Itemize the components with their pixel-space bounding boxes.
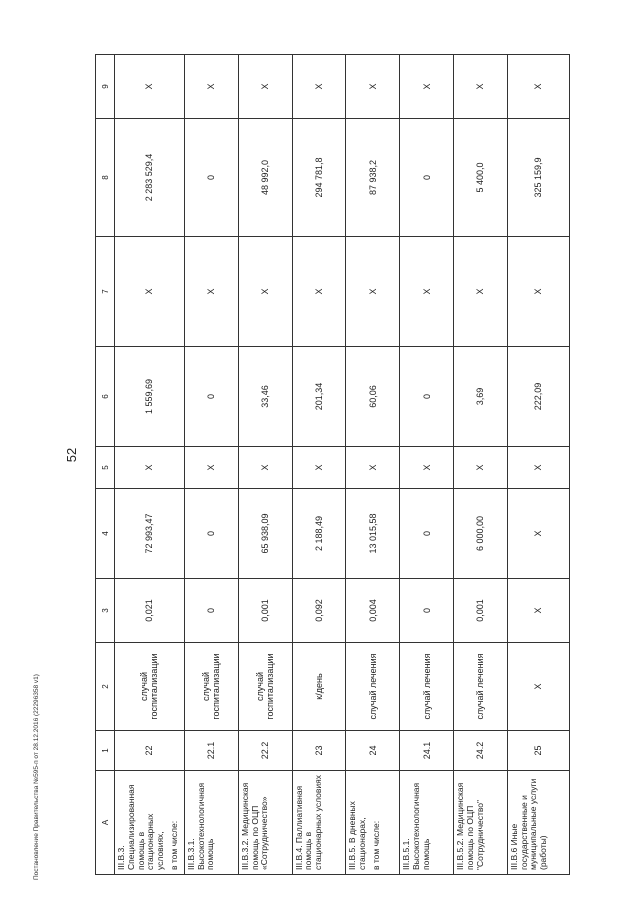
header-row <box>96 55 115 875</box>
cell-col7: Х <box>507 237 569 347</box>
cell-col5: Х <box>115 447 185 489</box>
cell-col9: Х <box>400 55 454 119</box>
document-footer: Постановление Правительства №595-п от 28.12.2016 (22296358 v1) <box>33 674 40 880</box>
table-row <box>454 55 508 875</box>
header-cell-6: 6 <box>96 347 115 447</box>
cell-row-number: 22 <box>115 731 185 771</box>
cell-volume: Х <box>507 579 569 643</box>
cell-col7: Х <box>115 237 185 347</box>
cell-row-number: 24 <box>346 731 400 771</box>
cell-cost: 72 993,47 <box>115 489 185 579</box>
row-label: III.В.3. Специализированная помощь в стационарных условиях, в том числе: <box>115 771 185 875</box>
cell-col5: Х <box>454 447 508 489</box>
row-label: III.В.5.1. Высокотехнологичная помощь <box>400 771 454 875</box>
cell-volume: 0,021 <box>115 579 185 643</box>
cell-col5: Х <box>400 447 454 489</box>
cell-unit: случай госпитализации <box>184 643 238 731</box>
cell-cost: 13 015,58 <box>346 489 400 579</box>
cell-col5: Х <box>292 447 346 489</box>
cell-col7: Х <box>238 237 292 347</box>
cell-unit: случай лечения <box>454 643 508 731</box>
cell-unit: случай госпитализации <box>238 643 292 731</box>
header-cell-3: 3 <box>96 579 115 643</box>
row-label: III.В.5.2. Медицинская помощь по ОЦП "Сотрудничество" <box>454 771 508 875</box>
header-cell-9: 9 <box>96 55 115 119</box>
rotated-table-wrapper <box>95 55 570 875</box>
cell-unit: Х <box>507 643 569 731</box>
cell-volume: 0 <box>184 579 238 643</box>
cell-cost: 2 188,49 <box>292 489 346 579</box>
cell-col8: 325 159,9 <box>507 119 569 237</box>
header-cell-4: 4 <box>96 489 115 579</box>
cell-col8: 5 400,0 <box>454 119 508 237</box>
cell-col7: Х <box>346 237 400 347</box>
cell-col8: 48 992,0 <box>238 119 292 237</box>
cell-row-number: 22.1 <box>184 731 238 771</box>
cell-col9: Х <box>346 55 400 119</box>
cell-unit: случай лечения <box>346 643 400 731</box>
cell-col9: Х <box>115 55 185 119</box>
cell-col5: Х <box>184 447 238 489</box>
cell-col8: 0 <box>400 119 454 237</box>
header-cell-5: 5 <box>96 447 115 489</box>
page-number: 52 <box>64 447 79 463</box>
cell-col6: 201,34 <box>292 347 346 447</box>
cell-volume: 0,001 <box>454 579 508 643</box>
cell-cost: 0 <box>184 489 238 579</box>
cell-volume: 0,092 <box>292 579 346 643</box>
cell-col9: Х <box>292 55 346 119</box>
table-row <box>400 55 454 875</box>
cell-col6: 0 <box>184 347 238 447</box>
cell-col8: 0 <box>184 119 238 237</box>
cell-row-number: 24.1 <box>400 731 454 771</box>
cell-col5: Х <box>238 447 292 489</box>
cell-col6: 1 559,69 <box>115 347 185 447</box>
cell-cost: 65 938,09 <box>238 489 292 579</box>
cell-volume: 0,001 <box>238 579 292 643</box>
cell-col7: Х <box>454 237 508 347</box>
table-row <box>346 55 400 875</box>
table-row <box>292 55 346 875</box>
cell-col7: Х <box>400 237 454 347</box>
cell-col6: 33,46 <box>238 347 292 447</box>
cell-row-number: 23 <box>292 731 346 771</box>
table-row <box>184 55 238 875</box>
financing-table <box>95 54 570 875</box>
cell-row-number: 22.2 <box>238 731 292 771</box>
cell-col6: 3,69 <box>454 347 508 447</box>
header-cell-1: 1 <box>96 731 115 771</box>
cell-cost: 6 000,00 <box>454 489 508 579</box>
cell-col7: Х <box>184 237 238 347</box>
table-row <box>115 55 185 875</box>
cell-row-number: 25 <box>507 731 569 771</box>
cell-col9: Х <box>184 55 238 119</box>
header-cell-a: А <box>96 771 115 875</box>
cell-volume: 0 <box>400 579 454 643</box>
cell-col5: Х <box>507 447 569 489</box>
cell-col8: 2 283 529,4 <box>115 119 185 237</box>
header-cell-2: 2 <box>96 643 115 731</box>
row-label: III.В.3.1. Высокотехнологичная помощь <box>184 771 238 875</box>
cell-cost: Х <box>507 489 569 579</box>
cell-col9: Х <box>454 55 508 119</box>
cell-col8: 87 938,2 <box>346 119 400 237</box>
cell-col6: 222,09 <box>507 347 569 447</box>
row-label: III.В.4. Паллиативная помощь в стационарных условиях <box>292 771 346 875</box>
header-cell-7: 7 <box>96 237 115 347</box>
cell-col9: Х <box>507 55 569 119</box>
row-label: III.В.6 Иные государственные и муниципальные услуги (работы) <box>507 771 569 875</box>
cell-col5: Х <box>346 447 400 489</box>
row-label: III.В.3.2. Медицинская помощь по ОЦП «Сотрудничество» <box>238 771 292 875</box>
cell-cost: 0 <box>400 489 454 579</box>
table-row <box>507 55 569 875</box>
cell-volume: 0,004 <box>346 579 400 643</box>
cell-col6: 0 <box>400 347 454 447</box>
cell-col7: Х <box>292 237 346 347</box>
cell-unit: к/день <box>292 643 346 731</box>
cell-col8: 294 781,8 <box>292 119 346 237</box>
cell-row-number: 24.2 <box>454 731 508 771</box>
cell-unit: случай госпитализации <box>115 643 185 731</box>
cell-unit: случай лечения <box>400 643 454 731</box>
header-cell-8: 8 <box>96 119 115 237</box>
cell-col6: 60,06 <box>346 347 400 447</box>
row-label: III.В.5. В дневных стационарах, в том числе: <box>346 771 400 875</box>
table-row <box>238 55 292 875</box>
cell-col9: Х <box>238 55 292 119</box>
